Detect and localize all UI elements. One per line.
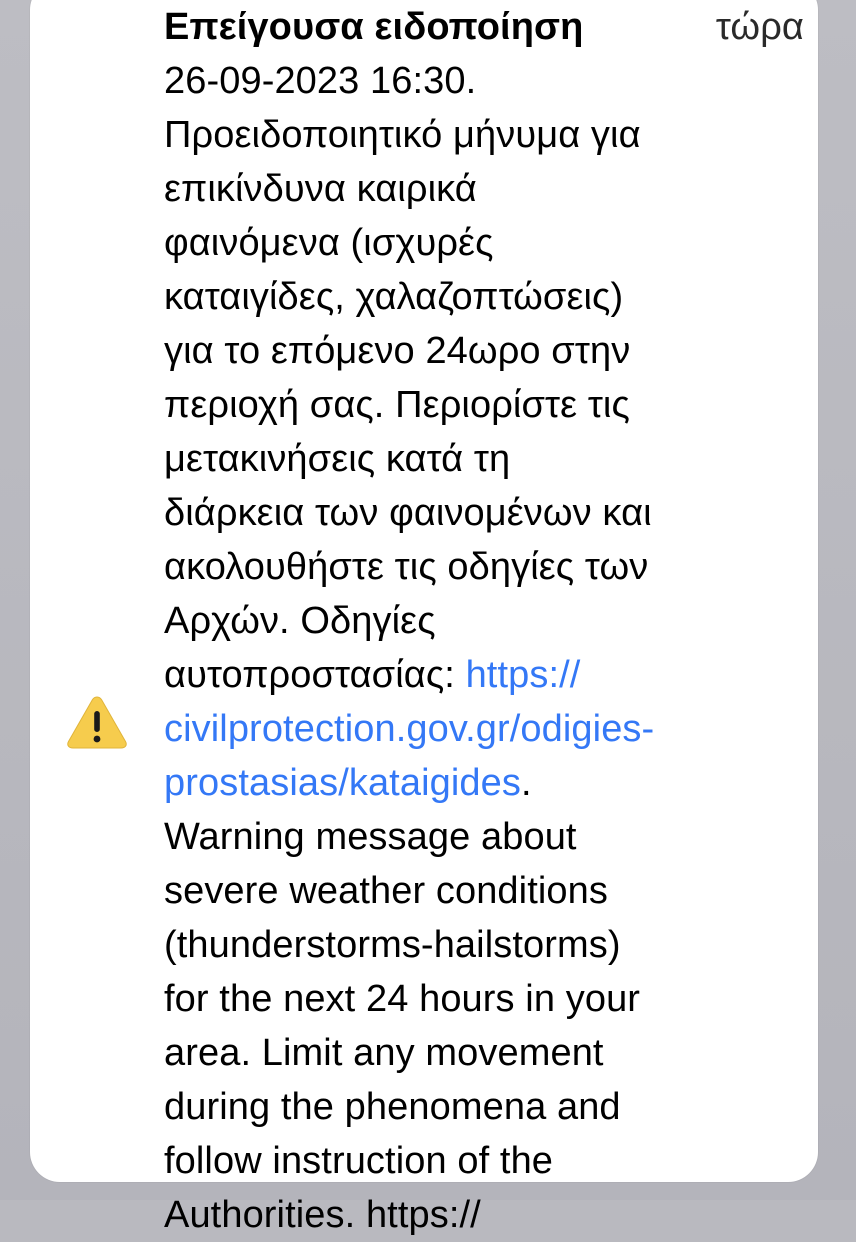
message-line: for the next 24 hours in your xyxy=(164,978,641,1020)
message-line: area. Limit any movement xyxy=(164,1032,604,1074)
message-line: διάρκεια των φαινομένων και xyxy=(164,492,652,534)
message-line: severe weather conditions xyxy=(164,870,608,912)
message-line: για το επόμενο 24ωρο στην xyxy=(164,330,631,372)
alert-header xyxy=(164,0,804,54)
link-trail-text: . xyxy=(520,762,532,804)
message-line-link xyxy=(164,756,804,810)
emergency-alert-card[interactable] xyxy=(30,0,818,1236)
message-line: 26-09-2023 16:30. xyxy=(164,60,477,102)
message-line: ακολουθήστε τις οδηγίες των xyxy=(164,546,649,588)
message-line: επικίνδυνα καιρικά xyxy=(164,168,477,210)
alert-time: τώρα xyxy=(715,6,804,48)
message-line: φαινόμενα (ισχυρές xyxy=(164,222,494,264)
alert-message xyxy=(164,54,804,1242)
message-line-link xyxy=(164,648,804,702)
warning-triangle-icon xyxy=(66,694,128,750)
civil-protection-link[interactable]: https:// xyxy=(465,654,581,696)
message-line: Αρχών. Οδηγίες xyxy=(164,600,436,642)
message-line-partial: Authorities. https:// xyxy=(164,1194,481,1236)
message-line: περιοχή σας. Περιορίστε τις xyxy=(164,384,630,426)
message-line-link xyxy=(164,702,804,756)
message-line: Προειδοποιητικό μήνυμα για xyxy=(164,114,641,156)
message-line: during the phenomena and xyxy=(164,1086,621,1128)
civil-protection-link[interactable]: civilprotection.gov.gr/odigies- xyxy=(164,708,655,750)
civil-protection-link[interactable]: prostasias/kataigides xyxy=(164,762,521,804)
link-lead-text: αυτοπροστασίας: xyxy=(164,654,466,696)
message-line: follow instruction of the xyxy=(164,1140,554,1182)
alert-title: Επείγουσα ειδοποίηση xyxy=(164,6,584,48)
message-line: (thunderstorms-hailstorms) xyxy=(164,924,621,966)
message-line: Warning message about xyxy=(164,816,577,858)
message-line: μετακινήσεις κατά τη xyxy=(164,438,511,480)
alert-content xyxy=(164,0,804,1242)
message-line: καταιγίδες, χαλαζοπτώσεις) xyxy=(164,276,624,318)
